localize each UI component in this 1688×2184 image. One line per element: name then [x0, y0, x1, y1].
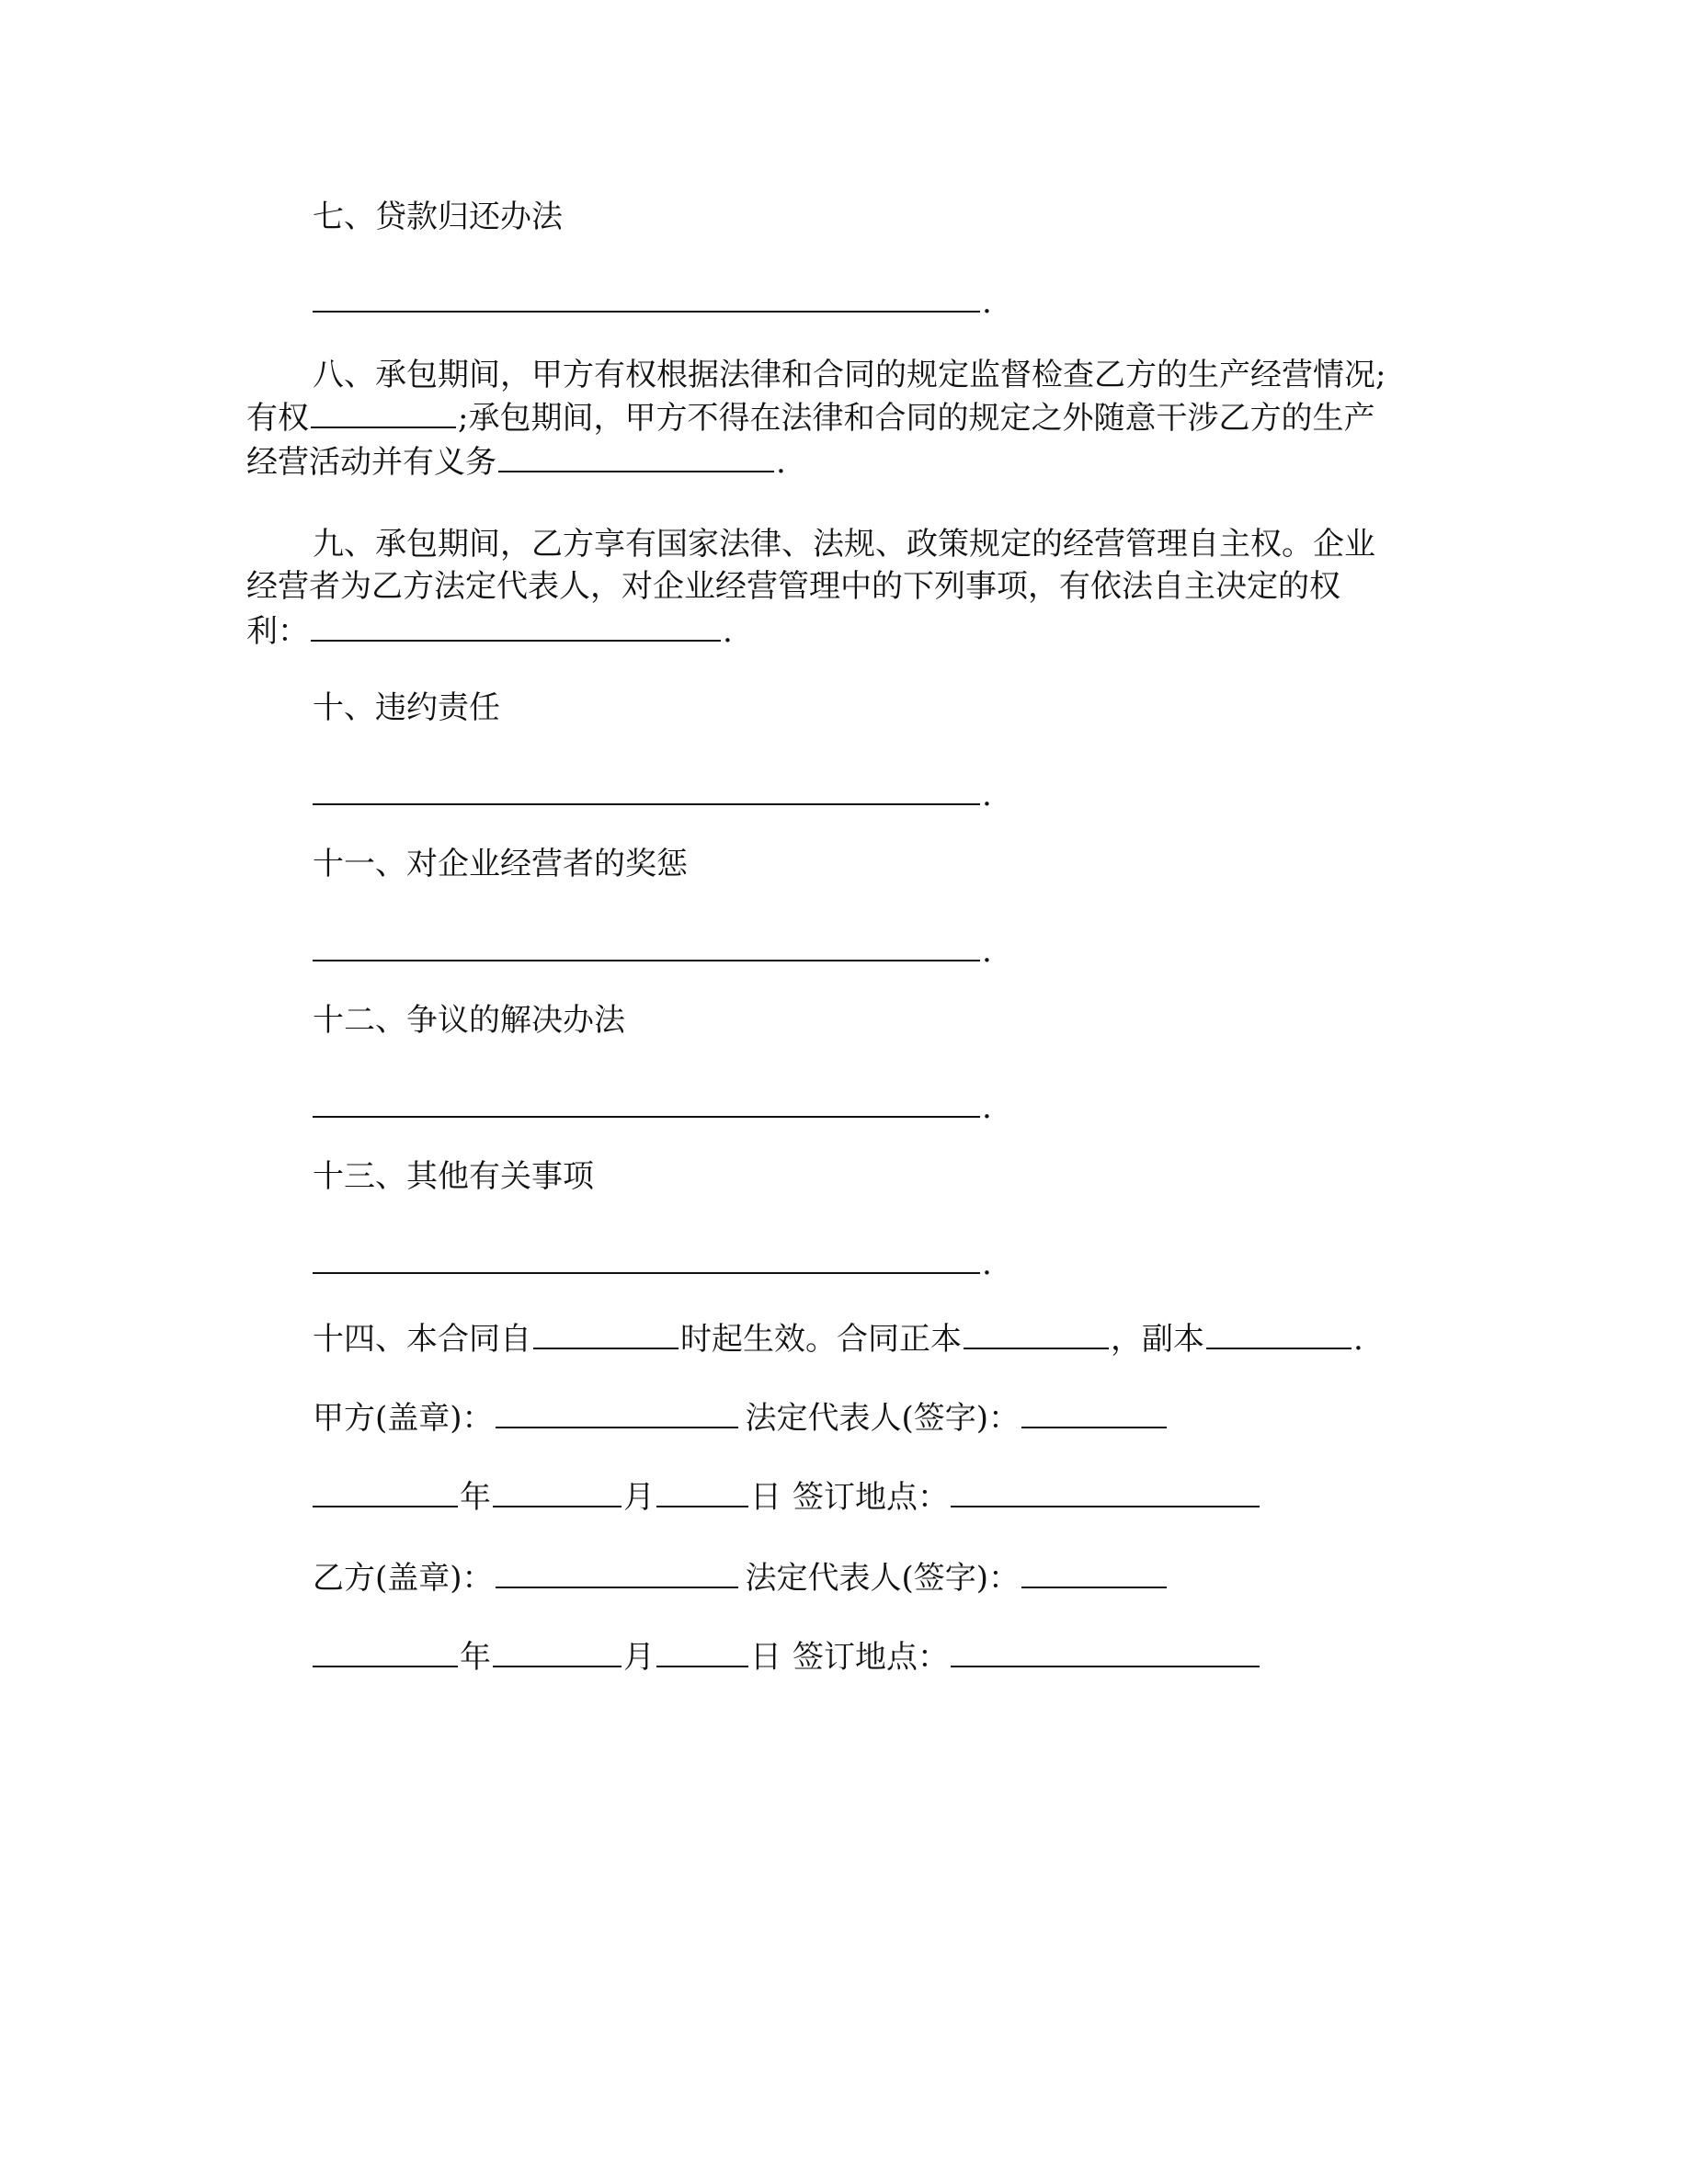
- section-11-title-text: 十一、对企业经营者的奖惩: [313, 846, 688, 882]
- section-12-title-text: 十二、争议的解决办法: [313, 1002, 625, 1039]
- party-a-sign-place-field[interactable]: [951, 1476, 1260, 1507]
- day-label: 日: [750, 1639, 781, 1676]
- section-11-blank-line: [311, 930, 992, 971]
- period: .: [1353, 1321, 1363, 1358]
- sign-place-label: 签订地点：: [793, 1639, 949, 1676]
- section-8-line-1: [313, 355, 1386, 395]
- section-9-line-3: [246, 610, 733, 651]
- section-7-blank-line: [311, 281, 992, 322]
- period: .: [723, 613, 733, 650]
- effective-time-blank[interactable]: [533, 1318, 679, 1349]
- party-a-seal-field[interactable]: [496, 1397, 738, 1428]
- year-label: 年: [460, 1479, 491, 1516]
- section-8-line-3-text: 经营活动并有义务: [246, 444, 496, 481]
- section-8-line-3: [246, 441, 786, 482]
- party-b-date-row: [311, 1636, 1261, 1677]
- section-7-fill-blank[interactable]: [313, 281, 980, 313]
- section-8-line-2-rest: ;承包期间，甲方不得在法律和合同的规定之外随意干涉乙方的生产: [458, 400, 1375, 437]
- section-9-line-2-text: 经营者为乙方法定代表人，对企业经营管理中的下列事项，有依法自主决定的权: [246, 568, 1340, 605]
- section-14-text-b: 时起生效。合同正本: [680, 1321, 962, 1358]
- period: .: [982, 284, 992, 321]
- section-13-blank-line: [311, 1243, 992, 1283]
- party-a-signature-row: [313, 1397, 1169, 1438]
- party-a-year-field[interactable]: [313, 1476, 458, 1507]
- sign-place-label: 签订地点：: [793, 1479, 949, 1516]
- section-10-fill-blank[interactable]: [313, 774, 980, 805]
- party-a-day-field[interactable]: [656, 1476, 748, 1507]
- party-b-signature-row: [313, 1557, 1169, 1598]
- period: .: [982, 777, 992, 813]
- section-10-title: [313, 688, 500, 728]
- section-8-line-2: [246, 397, 1374, 438]
- section-7-title: [313, 197, 563, 237]
- party-a-month-field[interactable]: [493, 1476, 622, 1507]
- day-label: 日: [750, 1479, 781, 1516]
- party-b-label: 乙方(盖章)：: [313, 1560, 494, 1597]
- party-a-legal-rep-label: 法定代表人(签字)：: [745, 1400, 1021, 1437]
- party-b-legal-rep-field[interactable]: [1021, 1557, 1167, 1588]
- original-copies-blank[interactable]: [964, 1318, 1109, 1349]
- year-label: 年: [460, 1639, 491, 1676]
- party-b-seal-field[interactable]: [496, 1557, 738, 1588]
- section-9-rights-blank[interactable]: [311, 610, 721, 642]
- party-b-legal-rep-label: 法定代表人(签字)：: [745, 1560, 1021, 1597]
- section-12-title: [313, 1000, 625, 1041]
- section-13-title-text: 十三、其他有关事项: [313, 1158, 594, 1195]
- section-14-text-a: 十四、本合同自: [313, 1321, 531, 1358]
- month-label: 月: [623, 1479, 655, 1516]
- duplicate-copies-blank[interactable]: [1206, 1318, 1352, 1349]
- section-8-duty-blank[interactable]: [498, 441, 774, 472]
- section-14-text-c: ，副本: [1111, 1321, 1204, 1358]
- section-9-line-1: [313, 524, 1375, 564]
- period: .: [982, 1089, 992, 1126]
- section-9-line-1-text: 九、承包期间，乙方享有国家法律、法规、政策规定的经营管理自主权。企业: [313, 526, 1375, 563]
- section-10-title-text: 十、违约责任: [313, 689, 500, 726]
- section-7-title-text: 七、贷款归还办法: [313, 199, 563, 235]
- month-label: 月: [623, 1639, 655, 1676]
- period: .: [982, 933, 992, 970]
- party-a-date-row: [311, 1476, 1261, 1517]
- section-9-line-2: [246, 566, 1340, 607]
- period: .: [776, 444, 786, 481]
- party-b-year-field[interactable]: [313, 1636, 458, 1667]
- section-13-fill-blank[interactable]: [313, 1243, 980, 1274]
- section-12-blank-line: [311, 1086, 992, 1127]
- section-11-fill-blank[interactable]: [313, 930, 980, 961]
- section-8-line-1-text: 八、承包期间，甲方有权根据法律和合同的规定监督检查乙方的生产经营情况;: [313, 357, 1386, 393]
- section-9-line-3-text: 利：: [246, 613, 309, 650]
- section-14: [313, 1318, 1363, 1359]
- party-b-month-field[interactable]: [493, 1636, 622, 1667]
- section-10-blank-line: [311, 774, 992, 814]
- section-11-title: [313, 844, 688, 884]
- party-a-legal-rep-field[interactable]: [1021, 1397, 1167, 1428]
- section-13-title: [313, 1156, 594, 1197]
- section-8-line-2-start: 有权: [246, 400, 309, 437]
- party-b-day-field[interactable]: [656, 1636, 748, 1667]
- party-a-label: 甲方(盖章)：: [313, 1400, 494, 1437]
- section-12-fill-blank[interactable]: [313, 1086, 980, 1118]
- period: .: [982, 1246, 992, 1282]
- section-8-rights-blank[interactable]: [311, 397, 456, 428]
- party-b-sign-place-field[interactable]: [951, 1636, 1260, 1667]
